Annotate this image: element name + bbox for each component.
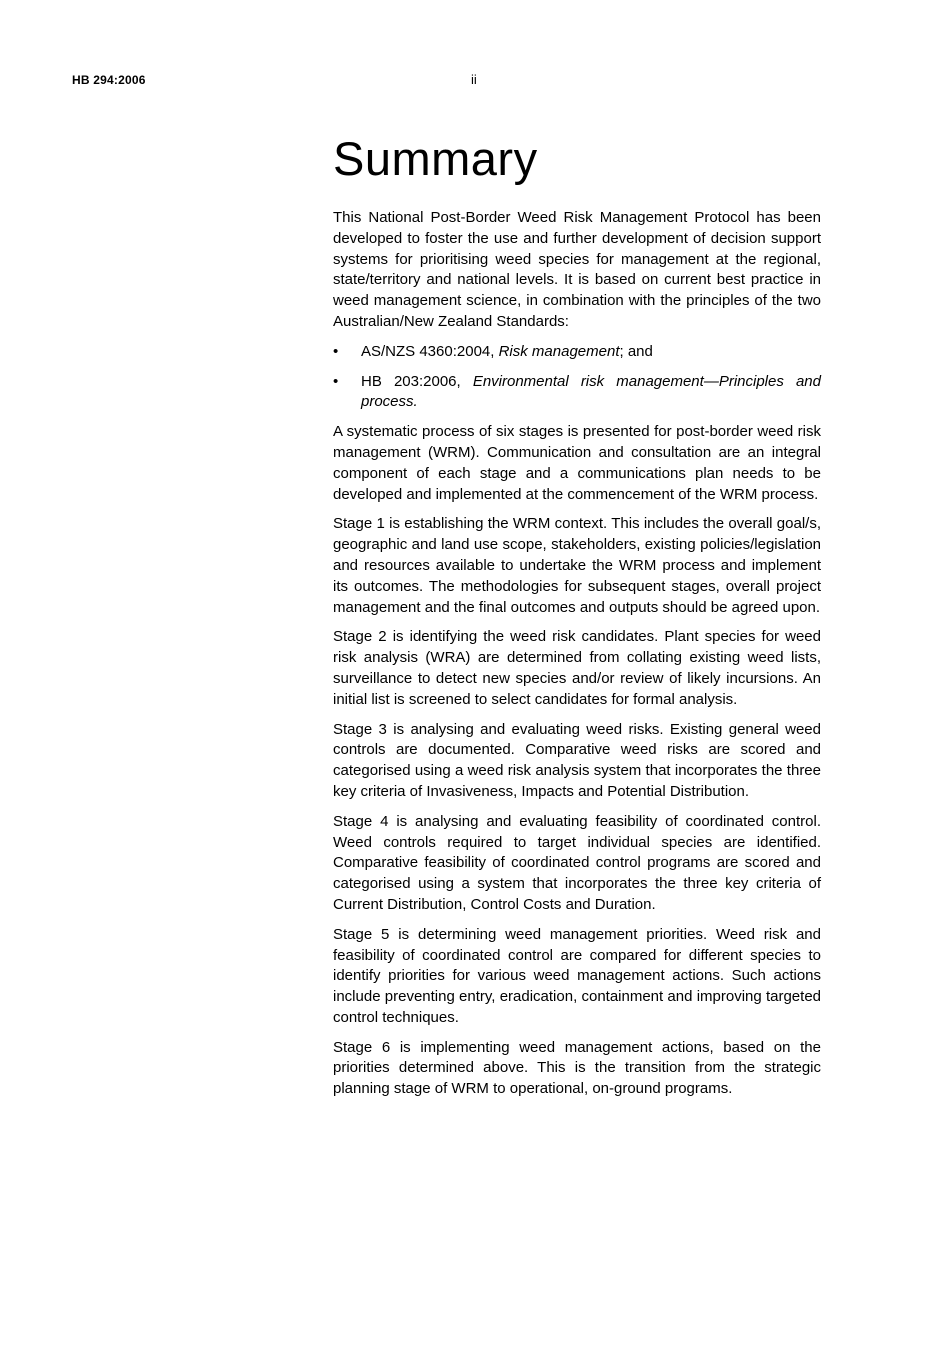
summary-section: [333, 130, 821, 1109]
standard-suffix: ; and: [619, 342, 653, 360]
standard-code: HB 203:2006,: [361, 372, 473, 390]
stage-5-paragraph: Stage 5 is determining weed management priorities. Weed risk and feasibility of coordinated control are compared for different species to identify priorities for various weed management actions. Such actions include preventing entry, eradication, containment and improving targeted control techniques.: [333, 925, 821, 1026]
list-item: [333, 342, 821, 363]
standard-title: Risk management: [498, 342, 620, 360]
process-overview-paragraph: A systematic process of six stages is presented for post-border weed risk management (WRM). Communication and consultation are an integral component of each stage and a communications plan needs to be developed and implemented at the commencement of the WRM process.: [333, 423, 821, 503]
intro-paragraph: This National Post-Border Weed Risk Management Protocol has been developed to foster the use and further development of decision support systems for prioritising weed species for management at the regional, state/territory and national levels. It is based on current best practice in weed management science, in combination with the principles of the two Australian/New Zealand Standards:: [333, 209, 821, 330]
stage-6-paragraph: Stage 6 is implementing weed management actions, based on the priorities determined above. This is the transition from the strategic planning stage of WRM to operational, on-ground programs.: [333, 1038, 821, 1098]
stage-2-paragraph: Stage 2 is identifying the weed risk candidates. Plant species for weed risk analysis (WRA) are determined from collating existing weed lists, surveillance to detect new species and/or review of likely incursions. An initial list is screened to select candidates for formal analysis.: [333, 628, 821, 708]
page-number: ii: [471, 72, 477, 87]
document-code: HB 294:2006: [72, 73, 146, 87]
stage-4-paragraph: Stage 4 is analysing and evaluating feasibility of coordinated control. Weed controls required to target individual species are identified. Comparative feasibility of coordinated control programs are scored and categorised using a system that incorporates the three key criteria of Current Distribution, Control Costs and Duration.: [333, 812, 821, 913]
stage-1-paragraph: Stage 1 is establishing the WRM context. This includes the overall goal/s, geographic and land use scope, stakeholders, existing policies/legislation and resources available to undertake the WRM process and implement its outcomes. The methodologies for subsequent stages, overall project management and the final outcomes and outputs should be agreed upon.: [333, 515, 821, 616]
list-item: [333, 372, 821, 414]
stage-3-paragraph: Stage 3 is analysing and evaluating weed risks. Existing general weed controls are documented. Comparative weed risks are scored and categorised using a weed risk analysis system that incorporates the three key criteria of Invasiveness, Impacts and Potential Distribution.: [333, 720, 821, 800]
standard-title: Environmental risk management—Principles and process.: [361, 372, 821, 411]
standards-list: [333, 342, 821, 413]
standard-code: AS/NZS 4360:2004,: [361, 342, 499, 360]
page-title: Summary: [333, 132, 538, 185]
